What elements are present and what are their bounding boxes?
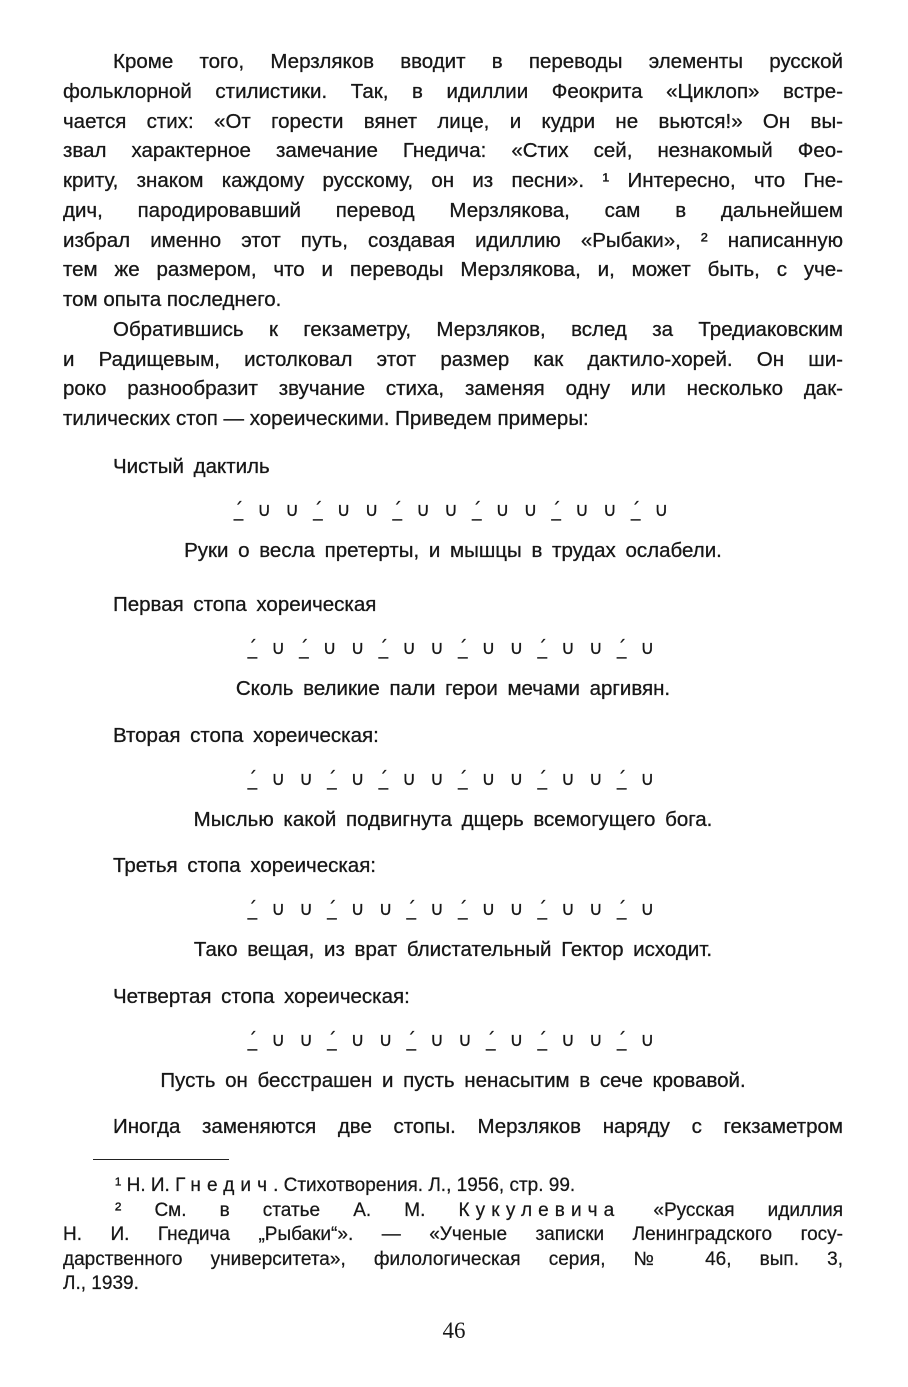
text-line: звал характерное замечание Гнедича: «Стих сей, незнакомый Фео- xyxy=(63,139,843,163)
footnote-marker: ¹ xyxy=(115,1175,122,1196)
footnote-author: Кукулевича xyxy=(458,1199,621,1221)
example-third-foot-trochee xyxy=(63,851,843,965)
footnote-line: Л., 1939. xyxy=(63,1273,139,1294)
example-first-foot-trochee xyxy=(63,590,843,704)
footnote-2 xyxy=(63,1199,843,1224)
metrical-scheme: _́ ∪ ∪ _́ ∪ ∪ _́ ∪ _́ ∪ ∪ _́ ∪ ∪ _́ ∪ xyxy=(247,898,659,920)
example-verse: Тако вещая, из врат блистательный Гектор исходит. xyxy=(193,938,713,961)
footnote-text: См. в статье А. М. xyxy=(154,1199,426,1221)
paragraph-1 xyxy=(63,47,843,315)
example-verse: Пусть он бесстрашен и пусть ненасытим в сече кровавой. xyxy=(160,1069,746,1092)
footnote-author: Гнедич xyxy=(175,1175,274,1196)
text-line: том опыта последнего. xyxy=(63,288,282,311)
footnote-author-initials: Н. И. xyxy=(126,1175,170,1196)
text-line: тилических стоп — хореическими. Приведем примеры: xyxy=(63,407,589,430)
example-pure-dactyl xyxy=(63,452,843,566)
page-number: 46 xyxy=(442,1318,466,1343)
metrical-scheme: _́ ∪ ∪ _́ ∪ ∪ _́ ∪ ∪ _́ ∪ ∪ _́ ∪ ∪ _́ ∪ xyxy=(233,499,673,521)
paragraph-2 xyxy=(63,315,843,434)
text-line: тем же размером, что и переводы Мерзлякова, и, может быть, с уче- xyxy=(63,258,843,282)
example-label: Вторая стопа хореическая: xyxy=(113,724,379,747)
footnote-separator xyxy=(93,1159,229,1160)
example-label: Четвертая стопа хореическая: xyxy=(113,985,410,1008)
example-label: Чистый дактиль xyxy=(113,455,270,478)
text-line: дич, пародировавший перевод Мерзлякова, сам в дальнейшем xyxy=(63,198,843,222)
text-line: Обратившись к гекзаметру, Мерзляков, вслед за Тредиаковским xyxy=(113,317,843,341)
footnotes xyxy=(63,1174,843,1297)
text-line: избрал именно этот путь, создавая идиллию «Рыбаки», ² написанную xyxy=(63,228,843,252)
body-text xyxy=(63,47,843,434)
example-label: Первая стопа хореическая xyxy=(113,593,377,616)
text-line: Иногда заменяются две стопы. Мерзляков наряду с гекзаметром xyxy=(113,1115,843,1138)
example-verse: Руки о весла претерты, и мышцы в трудах ослабели. xyxy=(184,539,722,562)
example-label: Третья стопа хореическая: xyxy=(113,854,376,877)
closing-paragraph xyxy=(63,1112,843,1142)
text-line: криту, знаком каждому русскому, он из песни». ¹ Интересно, что Гне- xyxy=(63,169,843,192)
text-line: роко разнообразит звучание стиха, заменяя одну или несколько дак- xyxy=(63,377,843,401)
footnote-marker: ² xyxy=(115,1199,122,1221)
text-line: Кроме того, Мерзляков вводит в переводы элементы русской xyxy=(113,50,843,73)
text-line: и Радищевым, истолковал этот размер как дактило-хорей. Он ши- xyxy=(63,347,843,371)
metrical-scheme: _́ ∪ ∪ _́ ∪ ∪ _́ ∪ ∪ _́ ∪ _́ ∪ ∪ _́ ∪ xyxy=(247,1029,659,1051)
metrical-scheme: _́ ∪ _́ ∪ ∪ _́ ∪ ∪ _́ ∪ ∪ _́ ∪ ∪ _́ ∪ xyxy=(247,637,659,659)
footnote-text: «Русская идиллия xyxy=(653,1199,843,1221)
example-fourth-foot-trochee xyxy=(63,982,843,1096)
example-verse: Мыслью какой подвигнута дщерь всемогущего бога. xyxy=(193,808,713,831)
footnote-1 xyxy=(63,1174,843,1199)
text-line: фольклорной стилистики. Так, в идиллии Феокрита «Циклоп» встре- xyxy=(63,79,843,103)
metrical-scheme: _́ ∪ ∪ _́ ∪ _́ ∪ ∪ _́ ∪ ∪ _́ ∪ ∪ _́ ∪ xyxy=(247,768,659,790)
footnote-line: дарственного университета», филологическая серия, № 46, вып. 3, xyxy=(63,1248,843,1270)
example-second-foot-trochee xyxy=(63,721,843,835)
example-verse: Сколь великие пали герои мечами аргивян. xyxy=(235,677,671,700)
footnote-text: . Стихотворения. Л., 1956, стр. 99. xyxy=(273,1175,576,1196)
footnote-line: Н. И. Гнедича „Рыбаки“». — «Ученые записки Ленинградского госу- xyxy=(63,1224,843,1245)
text-line: чается стих: «От горести вянет лице, и кудри не вьются!» Он вы- xyxy=(63,109,843,133)
